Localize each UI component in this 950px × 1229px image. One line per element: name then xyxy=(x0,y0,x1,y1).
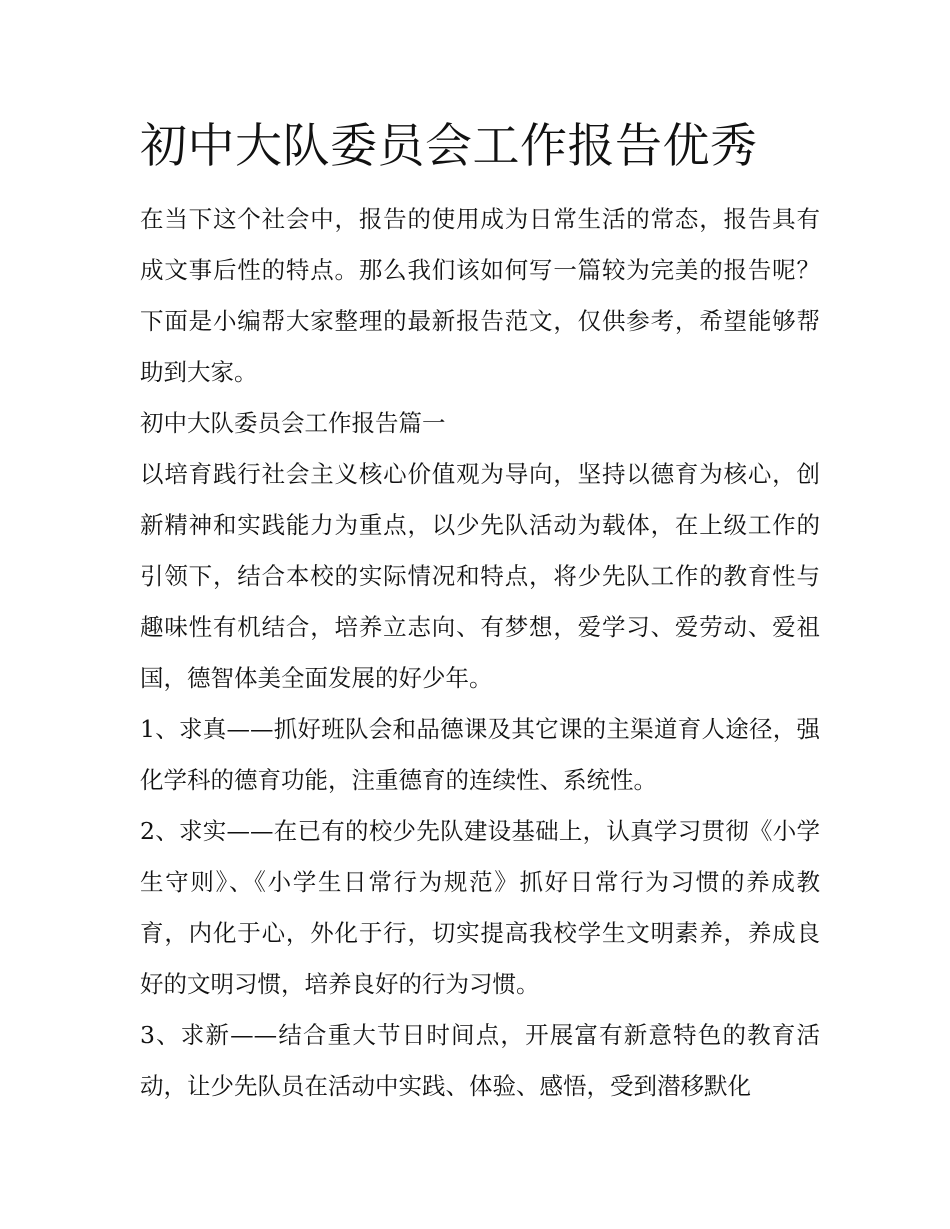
intro-paragraph: 在当下这个社会中，报告的使用成为日常生活的常态，报告具有成文事后性的特点。那么我们该如何写一篇较为完美的报告呢？下面是小编帮大家整理的最新报告范文，仅供参考，希望能够帮助到大家。 xyxy=(140,205,820,386)
section-heading: 初中大队委员会工作报告篇一 xyxy=(140,409,446,437)
section-body-paragraph: 以培育践行社会主义核心价值观为导向，坚持以德育为核心，创新精神和实践能力为重点，以少先队活动为载体，在上级工作的引领下，结合本校的实际情况和特点，将少先队工作的教育性与趣味性有机结合，培养立志向、有梦想，爱学习、爱劳动、爱祖国，德智体美全面发展的好少年。 xyxy=(140,460,820,692)
list-item: 3、求新——结合重大节日时间点，开展富有新意特色的教育活动，让少先队员在活动中实践、体验、感悟，受到潜移默化 xyxy=(140,1021,820,1100)
document-body xyxy=(140,112,820,1112)
list-item: 1、求真——抓好班队会和品德课及其它课的主渠道育人途径，强化学科的德育功能，注重德育的连续性、系统性。 xyxy=(140,715,820,794)
document-title: 初中大队委员会工作报告优秀 xyxy=(140,119,758,174)
list-item: 2、求实——在已有的校少先队建设基础上，认真学习贯彻《小学生守则》、《小学生日常行为规范》抓好日常行为习惯的养成教育，内化于心，外化于行，切实提高我校学生文明素养，养成良好的文明习惯，培养良好的行为习惯。 xyxy=(140,817,820,998)
